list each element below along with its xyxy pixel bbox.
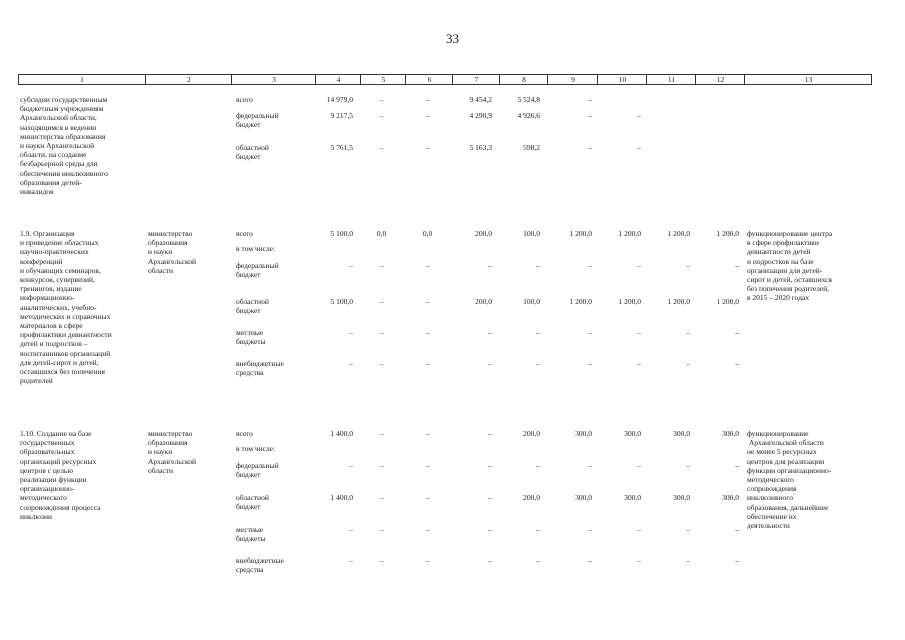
amount-cell: – <box>425 328 430 337</box>
amount-cell: 4 290,9 <box>469 111 492 120</box>
funding-source-label: всего <box>236 229 253 238</box>
amount-cell: 1 200,0 <box>667 297 690 306</box>
funding-source-label: федеральный бюджет <box>236 461 279 480</box>
amount-cell: – <box>488 429 492 438</box>
amount-cell: 1 200,0 <box>569 297 592 306</box>
amount-cell: – <box>735 556 739 565</box>
amount-cell: – <box>425 461 430 470</box>
amount-cell: 1 200,0 <box>716 229 739 238</box>
header-col-7: 7 <box>452 75 500 84</box>
header-col-10: 10 <box>597 75 647 84</box>
amount-cell: – <box>536 556 540 565</box>
amount-cell: – <box>379 111 384 120</box>
amount-cell: 9 217,5 <box>330 111 353 120</box>
amount-cell: – <box>488 359 492 368</box>
amount-cell: 4 926,6 <box>517 111 540 120</box>
amount-cell: – <box>488 556 492 565</box>
amount-cell: 1 400,0 <box>330 429 353 438</box>
amount-cell: – <box>425 429 430 438</box>
amount-cell: – <box>488 461 492 470</box>
page-number: 33 <box>446 31 459 46</box>
amount-cell: – <box>637 143 641 152</box>
amount-cell: 300,0 <box>722 493 739 502</box>
executor: министерство образования и науки Архангельской области <box>148 229 196 275</box>
amount-cell: 1 400,0 <box>330 493 353 502</box>
amount-cell: – <box>425 95 430 104</box>
amount-cell: – <box>536 261 540 270</box>
amount-cell: 1 200,0 <box>618 297 641 306</box>
activity-name: 1.10. Создание на базе государственных образовательных организаций ресурсных центров с целью реализации функции организационно- методического сопровождения процесса инклюзии <box>20 429 101 521</box>
amount-cell: – <box>425 261 430 270</box>
amount-cell: – <box>488 261 492 270</box>
amount-cell: – <box>536 461 540 470</box>
amount-cell: – <box>588 359 592 368</box>
expected-result: функционирование центра в сфере профилактики девиантности детей и подростков на базе организации для детей- сирот и детей, оставшихся без попечения родителей, в 2015 – 2020 годах <box>747 229 833 303</box>
amount-cell: – <box>536 328 540 337</box>
amount-cell: – <box>379 297 384 306</box>
amount-cell: – <box>735 328 739 337</box>
header-col-4: 4 <box>315 75 361 84</box>
amount-cell: 5 761,5 <box>330 143 353 152</box>
amount-cell: – <box>588 556 592 565</box>
header-col-8: 8 <box>499 75 548 84</box>
amount-cell: – <box>349 461 353 470</box>
amount-cell: – <box>425 493 430 502</box>
amount-cell: – <box>425 143 430 152</box>
amount-cell: 200,0 <box>523 493 540 502</box>
header-col-9: 9 <box>547 75 598 84</box>
funding-source-label: областной бюджет <box>236 493 269 512</box>
amount-cell: – <box>379 556 384 565</box>
amount-cell: – <box>379 429 384 438</box>
amount-cell: 1 200,0 <box>569 229 592 238</box>
header-col-3: 3 <box>231 75 316 84</box>
header-col-5: 5 <box>360 75 406 84</box>
amount-cell: – <box>349 525 353 534</box>
amount-cell: 1 200,0 <box>716 297 739 306</box>
amount-cell: – <box>637 556 641 565</box>
header-col-11: 11 <box>646 75 696 84</box>
amount-cell: – <box>536 359 540 368</box>
amount-cell: – <box>588 95 592 104</box>
funding-source-label: всего <box>236 95 253 104</box>
amount-cell: – <box>637 111 641 120</box>
amount-cell: – <box>379 359 384 368</box>
funding-source-label: внебюджетные средства <box>236 359 284 378</box>
header-col-2: 2 <box>145 75 232 84</box>
funding-source-label: федеральный бюджет <box>236 111 279 130</box>
activity-name: субсидии государственным бюджетным учреждениям Архангельской области, находящимся в ведении министерства образования и науки Архангельской области, на создание безбарьерной среды для обеспечения инклюзивного образования детей- инвалидов <box>20 95 108 197</box>
amount-cell: – <box>536 525 540 534</box>
amount-cell: – <box>488 493 492 502</box>
amount-cell: – <box>637 261 641 270</box>
funding-source-label: федеральный бюджет <box>236 261 279 280</box>
amount-cell: – <box>686 328 690 337</box>
amount-cell: 5 100,0 <box>330 297 353 306</box>
amount-cell: 200,0 <box>475 229 492 238</box>
amount-cell: – <box>379 95 384 104</box>
amount-cell: – <box>379 143 384 152</box>
amount-cell: – <box>588 111 592 120</box>
amount-cell: – <box>488 525 492 534</box>
amount-cell: 300,0 <box>673 493 690 502</box>
amount-cell: 300,0 <box>624 429 641 438</box>
executor: министерство образования и науки Архангельской области <box>148 429 196 475</box>
activity-name: 1.9. Организация и проведение областных научно-практических конференций и обучающих семинаров, конкурсов, супервизий, тренингов, издание информационно- аналитических, учебно- методических и справочных материалов в сфере профилактики девиантности детей и подростков – воспитанников организаций для детей-сирот и детей, оставшихся без попечения родителей <box>20 229 112 386</box>
amount-cell: – <box>488 328 492 337</box>
amount-cell: 300,0 <box>575 429 592 438</box>
header-col-1: 1 <box>80 75 84 84</box>
amount-cell: 9 454,2 <box>469 95 492 104</box>
amount-cell: 1 200,0 <box>618 229 641 238</box>
amount-cell: – <box>637 328 641 337</box>
amount-cell: 200,0 <box>475 297 492 306</box>
amount-cell: 5 524,8 <box>517 95 540 104</box>
amount-cell: – <box>425 556 430 565</box>
amount-cell: – <box>588 143 592 152</box>
amount-cell: – <box>735 461 739 470</box>
amount-cell: 598,2 <box>523 143 540 152</box>
amount-cell: – <box>425 297 430 306</box>
amount-cell: – <box>686 556 690 565</box>
amount-cell: – <box>588 261 592 270</box>
amount-cell: – <box>349 556 353 565</box>
funding-source-label: местные бюджеты <box>236 525 266 544</box>
amount-cell: – <box>349 261 353 270</box>
amount-cell: – <box>588 525 592 534</box>
amount-cell: – <box>379 525 384 534</box>
amount-cell: – <box>686 525 690 534</box>
amount-cell: – <box>735 525 739 534</box>
funding-source-label: областной бюджет <box>236 143 269 162</box>
amount-cell: – <box>425 359 430 368</box>
funding-source-label: местные бюджеты <box>236 328 266 347</box>
funding-source-label: в том числе: <box>236 444 276 453</box>
amount-cell: 300,0 <box>624 493 641 502</box>
amount-cell: 300,0 <box>722 429 739 438</box>
expected-result: функционирование Архангельской области не менее 5 ресурсных центров для реализации функции организационно- методического сопровождения инклюзивного образования, дальнейшее обеспечение их деятельности <box>747 429 832 531</box>
amount-cell: – <box>588 461 592 470</box>
funding-source-label: в том числе: <box>236 244 276 253</box>
amount-cell: 1 200,0 <box>667 229 690 238</box>
amount-cell: – <box>379 493 384 502</box>
funding-source-label: внебюджетные средства <box>236 556 284 575</box>
amount-cell: 14 979,0 <box>326 95 353 104</box>
amount-cell: 200,0 <box>523 429 540 438</box>
amount-cell: 100,0 <box>523 229 540 238</box>
amount-cell: – <box>686 359 690 368</box>
amount-cell: – <box>637 359 641 368</box>
amount-cell: – <box>735 359 739 368</box>
amount-cell: – <box>637 461 641 470</box>
amount-cell: – <box>686 261 690 270</box>
amount-cell: – <box>588 328 592 337</box>
header-col-6: 6 <box>405 75 453 84</box>
amount-cell: – <box>379 328 384 337</box>
amount-cell: – <box>379 261 384 270</box>
amount-cell: 300,0 <box>673 429 690 438</box>
amount-cell: 300,0 <box>575 493 592 502</box>
amount-cell: 100,0 <box>523 297 540 306</box>
amount-cell: – <box>379 461 384 470</box>
header-col-13: 13 <box>744 75 872 84</box>
amount-cell: 0,0 <box>422 229 433 238</box>
amount-cell: – <box>686 461 690 470</box>
amount-cell: 5 163,3 <box>469 143 492 152</box>
amount-cell: – <box>349 328 353 337</box>
amount-cell: – <box>349 359 353 368</box>
amount-cell: 0,0 <box>376 229 387 238</box>
amount-cell: – <box>735 261 739 270</box>
header-col-12: 12 <box>695 75 745 84</box>
amount-cell: – <box>425 111 430 120</box>
amount-cell: – <box>425 525 430 534</box>
funding-source-label: областной бюджет <box>236 297 269 316</box>
amount-cell: – <box>637 525 641 534</box>
funding-source-label: всего <box>236 429 253 438</box>
column-header-row <box>18 74 872 85</box>
amount-cell: 5 100,0 <box>330 229 353 238</box>
